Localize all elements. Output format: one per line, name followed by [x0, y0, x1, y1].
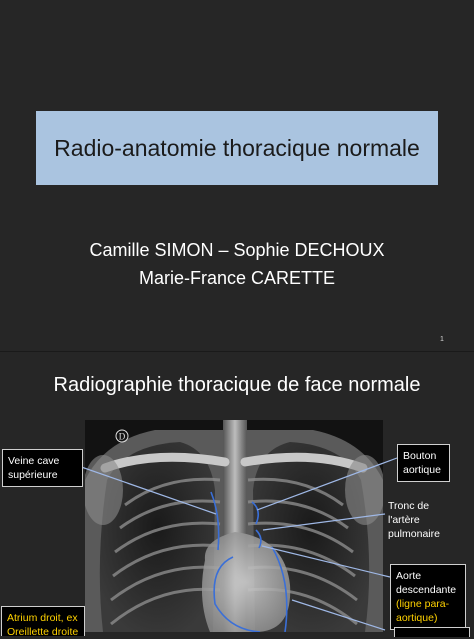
author-line-1: Camille SIMON – Sophie DECHOUX — [89, 240, 385, 260]
label-bouton-aortique: Bouton aortique — [397, 444, 450, 482]
slide-2 — [0, 352, 474, 638]
label-box-partial — [394, 627, 470, 637]
slide-1-title: Radio-anatomie thoracique normale — [54, 134, 420, 161]
label-tronc-artere-pulmonaire: Tronc de l'artère pulmonaire — [388, 500, 440, 540]
label-atrium-droit: Atrium droit, ex Oreillette droite — [1, 606, 85, 636]
label-aorte-descendante: Aorte descendante (ligne para- aortique) — [390, 564, 466, 630]
image-marker: D — [118, 431, 126, 442]
xray-drawing — [85, 420, 383, 632]
authors — [0, 236, 474, 292]
label-veine-cave-superieure: Veine cave supérieure — [2, 449, 83, 487]
slide-2-title: Radiographie thoracique de face normale — [53, 374, 421, 396]
chest-xray-image — [85, 420, 383, 632]
title-box — [36, 111, 438, 185]
page-number: 1 — [440, 336, 444, 343]
author-line-2: Marie-France CARETTE — [138, 268, 336, 288]
